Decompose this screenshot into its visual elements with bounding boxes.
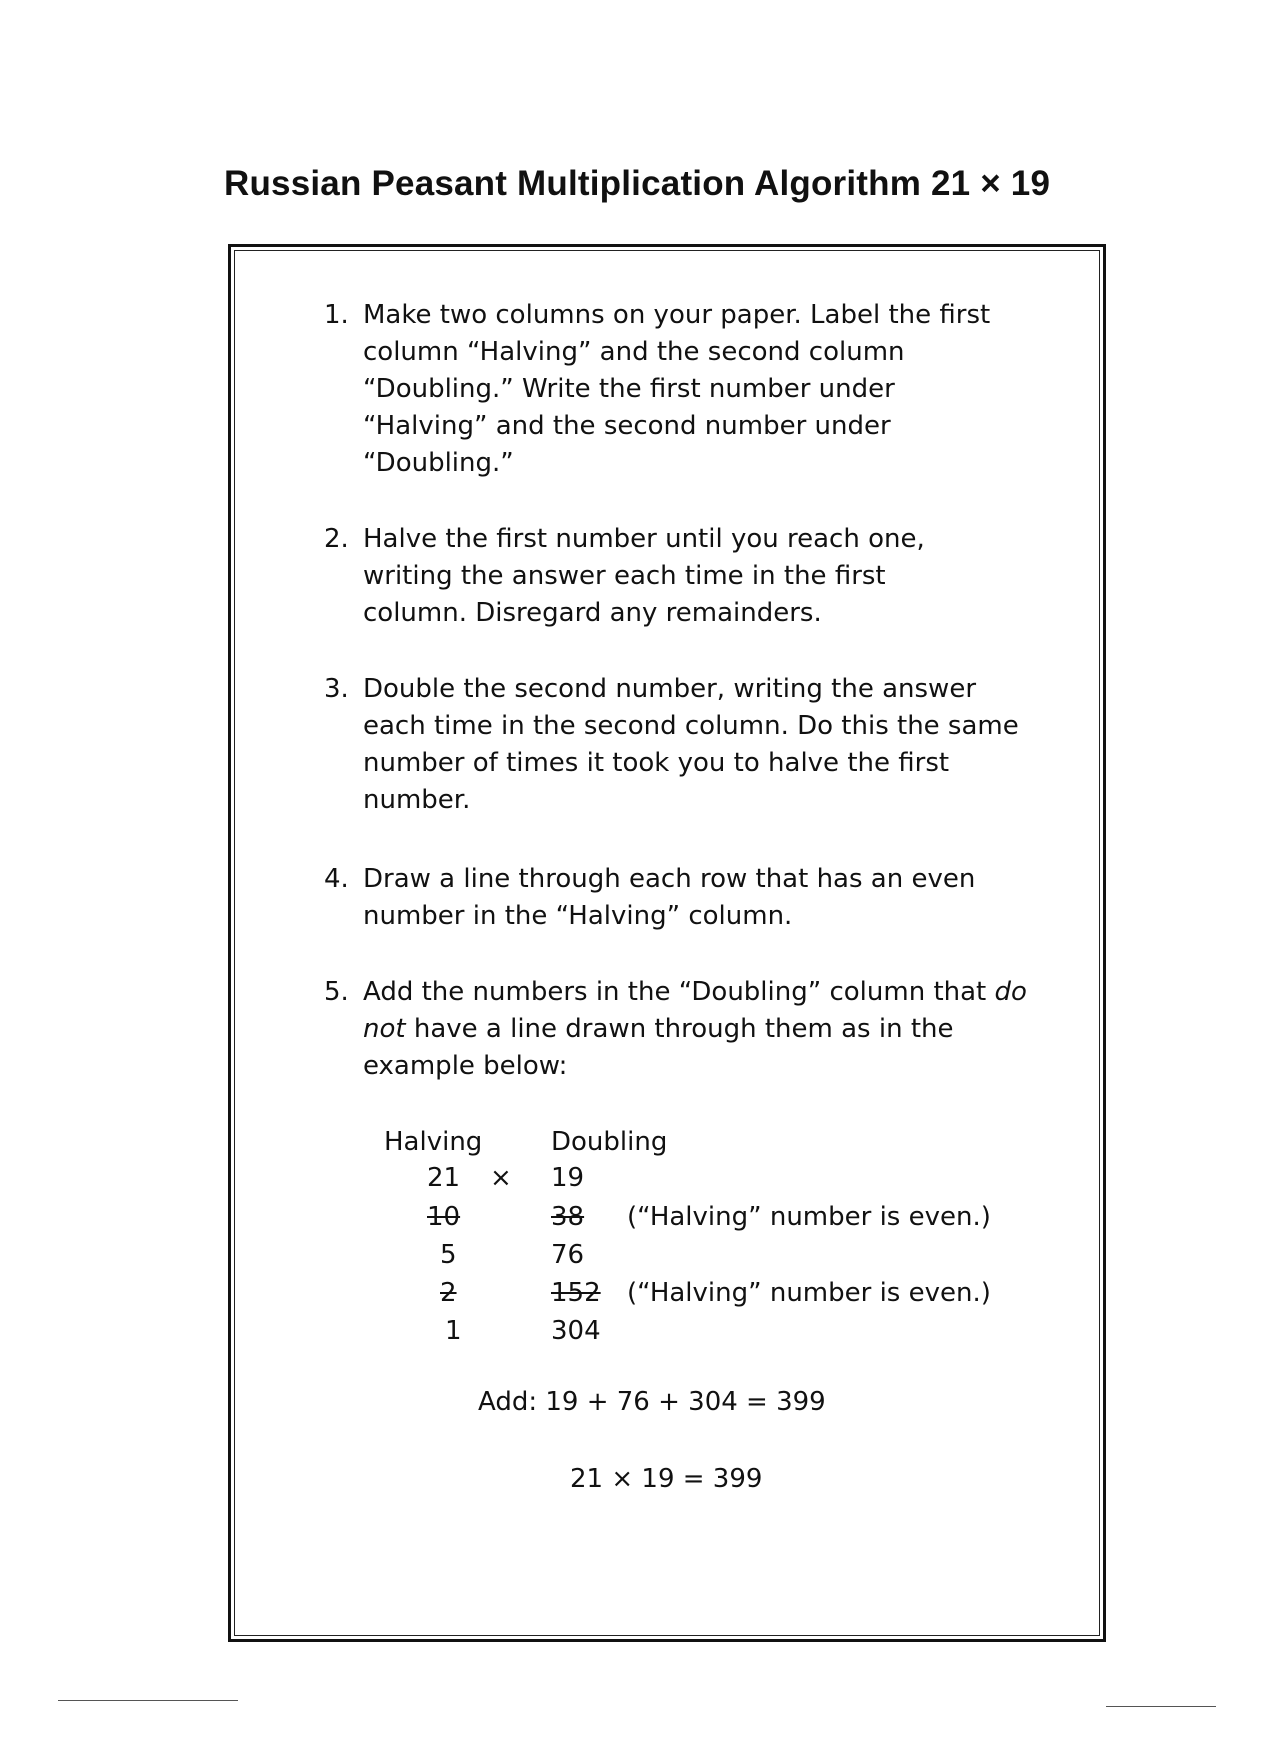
result-line: 21 × 19 = 399 [570, 1464, 763, 1494]
halving-cell-struck: 2 [440, 1278, 457, 1308]
doubling-cell-struck: 152 [551, 1278, 601, 1308]
doubling-cell: 76 [551, 1240, 585, 1270]
step-text: Make two columns on your paper. Label the first column “Halving” and the second column “Doubling.” Write the first number under “Halving” and the second number under “Doubling.” [363, 300, 991, 478]
step-1 [324, 297, 1044, 482]
step-number: 5. [324, 977, 349, 1007]
step-4 [324, 861, 1044, 935]
doubling-cell: 304 [551, 1316, 601, 1346]
step-2 [324, 521, 1044, 632]
step-number: 1. [324, 300, 349, 330]
even-note: (“Halving” number is even.) [627, 1202, 991, 1232]
even-note: (“Halving” number is even.) [627, 1278, 991, 1308]
halving-cell: 1 [445, 1316, 462, 1346]
step-text: Halve the first number until you reach one, writing the answer each time in the first column. Disregard any remainders. [363, 524, 925, 628]
step-number: 2. [324, 524, 349, 554]
doubling-cell: 19 [551, 1163, 585, 1193]
halving-header: Halving [384, 1127, 483, 1157]
halving-cell: 5 [440, 1240, 457, 1270]
doubling-header: Doubling [551, 1127, 668, 1157]
times-symbol: × [490, 1163, 512, 1193]
step-3 [324, 671, 1044, 819]
emphasis-text: do not [363, 977, 1027, 1044]
sum-line: Add: 19 + 76 + 304 = 399 [478, 1387, 826, 1417]
step-text: Draw a line through each row that has an even number in the “Halving” column. [363, 864, 976, 931]
page-edge-line [58, 1700, 238, 1701]
step-5 [324, 974, 1044, 1085]
step-text: Add the numbers in the “Doubling” column that do not have a line drawn through them as in the example below: [363, 977, 1027, 1081]
step-number: 3. [324, 674, 349, 704]
halving-cell-struck: 10 [427, 1202, 461, 1232]
doubling-cell-struck: 38 [551, 1202, 585, 1232]
halving-cell: 21 [427, 1163, 461, 1193]
page-edge-line [1106, 1706, 1216, 1707]
step-text: Double the second number, writing the answer each time in the second column. Do this the same number of times it took you to halve the first number. [363, 674, 1019, 815]
step-number: 4. [324, 864, 349, 894]
page-title: Russian Peasant Multiplication Algorithm 21 × 19 [224, 164, 1051, 203]
